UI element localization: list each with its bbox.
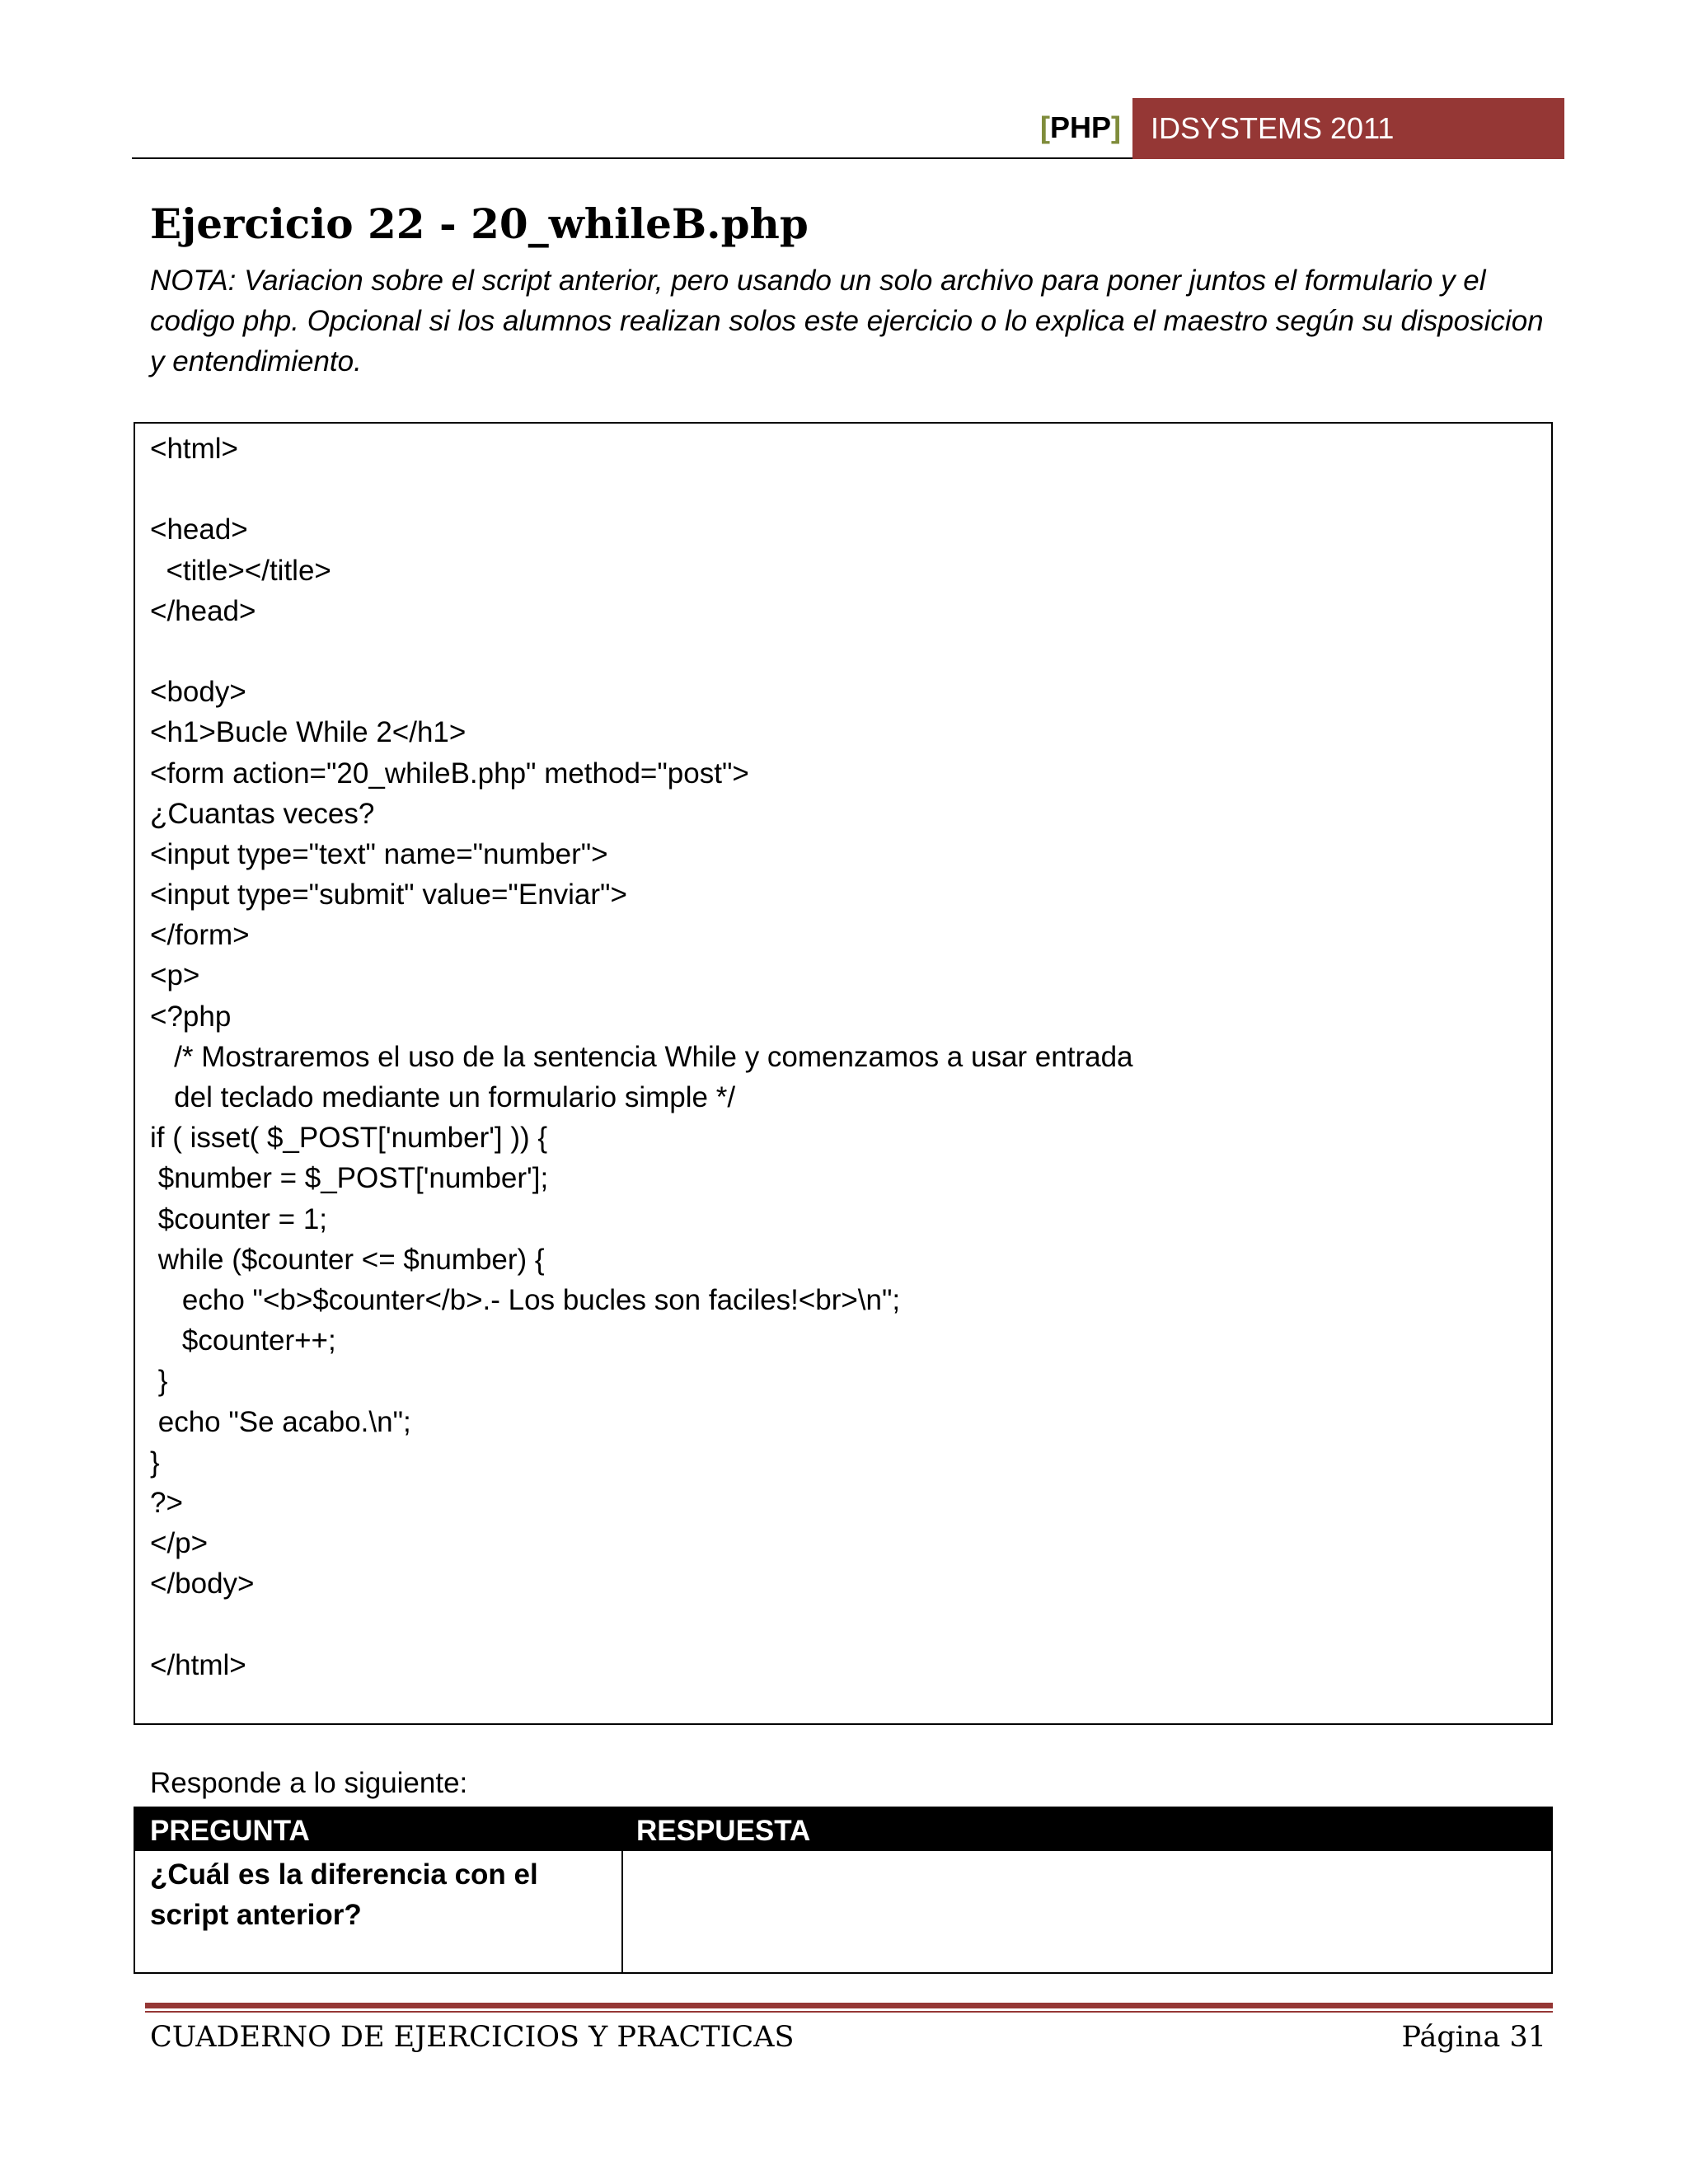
bracket-open: [ (1040, 110, 1050, 144)
header-rule (132, 157, 1132, 159)
answer-cell[interactable] (636, 1854, 1535, 1970)
code-line: ¿Cuantas veces? (150, 797, 375, 830)
exercise-title: Ejercicio 22 - 20_whileB.php (150, 199, 809, 248)
code-line: while ($counter <= $number) { (150, 1243, 545, 1276)
code-line: <input type="text" name="number"> (150, 837, 608, 870)
code-line: echo "Se acabo.\n"; (150, 1405, 411, 1438)
footer-rule-thin (145, 2011, 1553, 2013)
footer-title: CUADERNO DE EJERCICIOS Y PRACTICAS (150, 2021, 795, 2054)
code-line: <title></title> (150, 554, 331, 587)
code-line: del teclado mediante un formulario simple */ (150, 1081, 736, 1113)
header-org-box (1132, 98, 1564, 159)
code-box (134, 422, 1553, 1725)
code-line: <input type="submit" value="Enviar"> (150, 879, 627, 912)
code-line: } (150, 1365, 168, 1398)
code-line: <h1>Bucle While 2</h1> (150, 716, 467, 749)
code-line (150, 1604, 1133, 1644)
code-line: if ( isset( $_POST['number'] )) { (150, 1122, 548, 1155)
code-line: </body> (150, 1568, 255, 1601)
bracket-close: ] (1111, 110, 1122, 144)
question-table (134, 1807, 1553, 1974)
code-line (150, 631, 1133, 672)
questions-intro: Responde a lo siguiente: (150, 1767, 468, 1799)
code-line: </head> (150, 594, 256, 627)
page-number: Página 31 (1401, 2021, 1546, 2054)
col-question-header: PREGUNTA (150, 1815, 310, 1847)
code-line: ?> (150, 1486, 183, 1519)
question-table-header (135, 1808, 1551, 1851)
code-line: <html> (150, 433, 238, 465)
header-language (1040, 110, 1121, 145)
code-line: <form action="20_whileB.php" method="post"> (150, 757, 749, 790)
language-label: PHP (1050, 110, 1112, 144)
code-line: $counter++; (150, 1324, 336, 1357)
col-answer-header: RESPUESTA (636, 1815, 811, 1847)
code-listing (150, 429, 1133, 1685)
question-cell: ¿Cuál es la diferencia con el script anterior? (150, 1858, 538, 1931)
code-line: echo "<b>$counter</b>.- Los bucles son faciles!<br>\n"; (150, 1283, 901, 1316)
code-line: } (150, 1446, 160, 1479)
code-line: <body> (150, 676, 246, 709)
exercise-note: NOTA: Variacion sobre el script anterior, pero usando un solo archivo para poner juntos el formulario y el codigo php. Opcional si los alumnos realizan solos este ejercicio o lo explica el maestro según su disposicion y entendimiento. (150, 265, 1544, 377)
header-org-year: IDSYSTEMS 2011 (1151, 111, 1395, 145)
code-line: $counter = 1; (150, 1202, 328, 1235)
code-line: $number = $_POST['number']; (150, 1162, 549, 1195)
code-line: </form> (150, 919, 250, 952)
code-line: <p> (150, 959, 200, 992)
column-divider (621, 1851, 623, 1974)
code-line: <head> (150, 513, 248, 546)
code-line: </html> (150, 1648, 246, 1681)
code-line: /* Mostraremos el uso de la sentencia While y comenzamos a usar entrada (150, 1040, 1133, 1073)
code-line (150, 469, 1133, 509)
code-line: <?php (150, 1000, 232, 1033)
code-line: </p> (150, 1527, 209, 1560)
footer-rule-thick (145, 2003, 1553, 2008)
